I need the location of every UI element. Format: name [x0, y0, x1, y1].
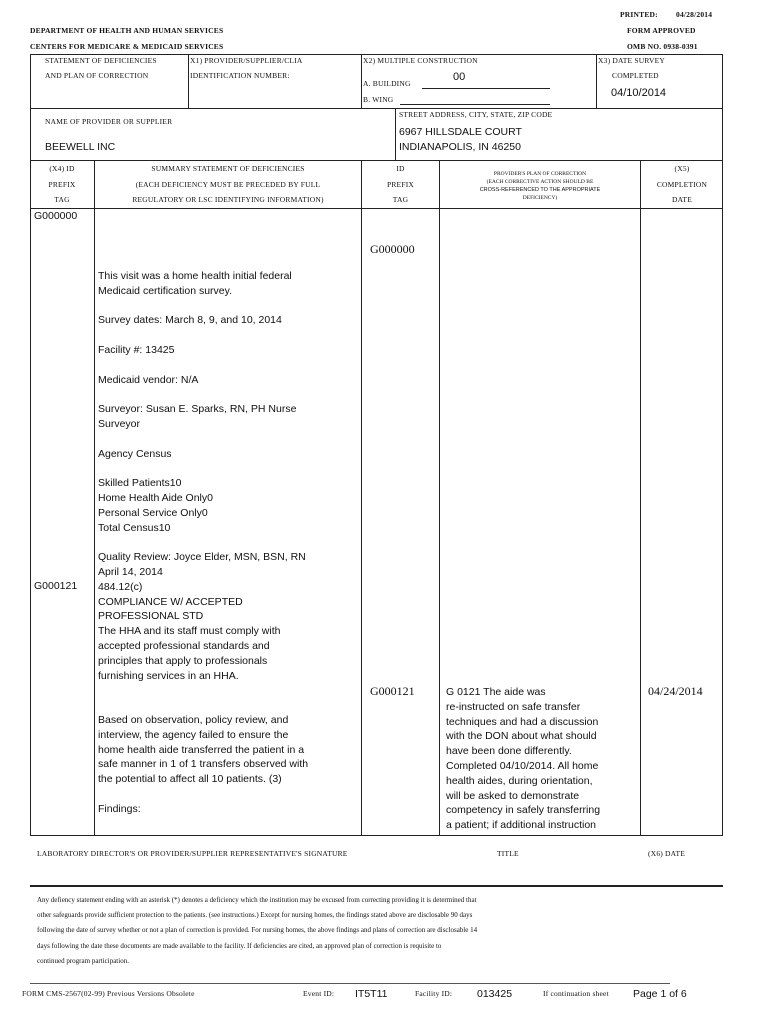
x4-header-3: TAG	[54, 195, 70, 204]
disclaimer-line: Any defiency statement ending with an asterisk (*) denotes a deficiency which the institution may be excused from correcting providing it is determined that	[37, 896, 477, 904]
summary-line: safe manner in 1 of 1 transfers observed with	[98, 758, 309, 771]
disclaimer-line: other safeguards provide sufficient protection to the patients. (see instructions.) Except for nursing homes, the findings stated above are disclosable 90 days	[37, 911, 473, 920]
summary-line: Personal Service Only0	[98, 506, 208, 519]
printed-date: 04/28/2014	[676, 10, 713, 19]
building-label: A. BUILDING	[363, 79, 411, 88]
x1-label: X1) PROVIDER/SUPPLIER/CLIA	[190, 56, 303, 65]
address-line-2: INDIANAPOLIS, IN 46250	[399, 141, 521, 153]
page-number: Page 1 of 6	[633, 988, 687, 1000]
provider-row-frame	[30, 108, 723, 161]
plan-header-3: CROSS-REFERENCED TO THE APPROPRIATE	[479, 187, 601, 193]
summary-line: Medicaid vendor: N/A	[98, 373, 199, 386]
divider	[361, 54, 362, 109]
summary-line: the potential to affect all 10 patients. (3)	[98, 773, 282, 786]
wing-label: B. WING	[363, 95, 394, 104]
disclaimer	[37, 893, 717, 969]
form-approved: FORM APPROVED	[627, 26, 696, 35]
plan-header-2: (EACH CORRECTIVE ACTION SHOULD BE	[486, 179, 594, 185]
signature-divider	[30, 885, 723, 887]
plan-line: health aides, during orientation,	[446, 774, 593, 787]
x1-label-2: IDENTIFICATION NUMBER:	[190, 71, 290, 80]
summary-header-3: REGULATORY OR LSC IDENTIFYING INFORMATION)	[132, 195, 324, 204]
plan-line: G 0121 The aide was	[446, 686, 546, 698]
facility-id-label: Facility ID:	[415, 989, 453, 998]
x5-header-2: COMPLETION	[656, 180, 708, 189]
summary-line: COMPLIANCE W/ ACCEPTED	[98, 595, 243, 608]
plan-line: will be asked to demonstrate	[446, 789, 580, 802]
plan-of-correction	[446, 685, 638, 833]
summary-line: Surveyor: Susan E. Sparks, RN, PH Nurse	[98, 403, 297, 416]
summary-line: Total Census10	[98, 521, 171, 534]
id-header-3: TAG	[392, 195, 409, 204]
centers-title: CENTERS FOR MEDICARE & MEDICAID SERVICES	[30, 42, 224, 51]
x5-header-1: (X5)	[674, 164, 690, 173]
facility-id-value: 013425	[477, 988, 513, 1000]
summary-line: principles that apply to professionals	[98, 654, 268, 667]
summary-line: Surveyor	[98, 417, 141, 430]
divider	[395, 108, 396, 161]
summary-line: This visit was a home health initial federal	[98, 270, 292, 282]
footer-divider	[30, 983, 670, 984]
summary-line: Quality Review: Joyce Elder, MSN, BSN, RN	[98, 551, 306, 564]
x5-header-3: DATE	[672, 195, 692, 204]
provider-name: BEEWELL INC	[45, 141, 116, 153]
event-id-value: IT5T11	[355, 988, 388, 1000]
plan-line: techniques and had a discussion	[446, 715, 599, 728]
address-line-1: 6967 HILLSDALE COURT	[399, 126, 522, 138]
omb-number: OMB NO. 0938-0391	[627, 42, 698, 51]
summary-header-2: (EACH DEFICIENCY MUST BE PRECEDED BY FULL	[135, 180, 321, 189]
divider	[188, 54, 189, 109]
form-number: FORM CMS-2567(02-99) Previous Versions Obsolete	[22, 989, 195, 998]
plan-header-4: DEFICIENCY)	[522, 195, 558, 201]
signature-label: LABORATORY DIRECTOR'S OR PROVIDER/SUPPLIER REPRESENTATIVE'S SIGNATURE	[37, 849, 348, 858]
plan-label: AND PLAN OF CORRECTION	[45, 71, 149, 80]
survey-completed-date: 04/10/2014	[611, 87, 667, 99]
id-header-1: ID	[396, 164, 405, 173]
x4-header-1: (X4) ID	[49, 164, 75, 173]
x6-date-label: (X6) DATE	[648, 849, 686, 858]
summary-line: Survey dates: March 8, 9, and 10, 2014	[98, 314, 282, 327]
plan-line: Completed 04/10/2014. All home	[446, 759, 599, 772]
statement-label: STATEMENT OF DEFICIENCIES	[45, 56, 157, 65]
summary-line: accepted professional standards and	[98, 639, 270, 652]
tag-g000121-left: G000121	[34, 580, 78, 592]
summary-line: home health aide transferred the patient in a	[98, 743, 305, 756]
plan-header-1: PROVIDER'S PLAN OF CORRECTION	[493, 171, 587, 177]
plan-line: competency in safely transferring	[446, 804, 601, 817]
title-label: TITLE	[497, 849, 519, 858]
summary-statement	[98, 269, 358, 816]
disclaimer-line: days following the date these documents are made available to the facility. If deficiencies are cited, an approved plan of correction is requisite to	[37, 941, 442, 950]
provider-name-label: NAME OF PROVIDER OR SUPPLIER	[45, 117, 173, 126]
x2-label: X2) MULTIPLE CONSTRUCTION	[363, 56, 478, 65]
summary-line: April 14, 2014	[98, 565, 163, 578]
building-underline	[422, 88, 550, 89]
plan-line: a patient; if additional instruction	[446, 819, 597, 832]
id-header-2: PREFIX	[386, 180, 415, 189]
plan-line: have been done differently.	[446, 745, 572, 758]
wing-underline	[400, 104, 550, 105]
tag-g000121-right: G000121	[370, 684, 415, 698]
summary-line: Home Health Aide Only0	[98, 491, 213, 504]
summary-line: furnishing services in an HHA.	[98, 669, 239, 682]
disclaimer-line: following the date of survey whether or not a plan of correction is provided. For nursing homes, the above findings and plans of correction are disclosable 14	[37, 926, 478, 935]
summary-line: The HHA and its staff must comply with	[98, 625, 281, 638]
summary-line: Agency Census	[98, 447, 172, 460]
plan-line: re-instructed on safe transfer	[446, 700, 581, 713]
summary-line: interview, the agency failed to ensure the	[98, 728, 289, 741]
summary-line: Facility #: 13425	[98, 343, 175, 356]
divider	[596, 54, 597, 109]
summary-line: Medicaid certification survey.	[98, 284, 233, 297]
x4-header-2: PREFIX	[48, 180, 76, 189]
summary-line: Skilled Patients10	[98, 477, 182, 490]
tag-g000000-left: G000000	[34, 210, 78, 222]
address-label: STREET ADDRESS, CITY, STATE, ZIP CODE	[399, 110, 553, 119]
department-title: DEPARTMENT OF HEALTH AND HUMAN SERVICES	[30, 26, 224, 35]
x3-label-2: COMPLETED	[612, 71, 659, 80]
plan-line: with the DON about what should	[446, 730, 597, 743]
continuation-label: If continuation sheet	[543, 989, 609, 998]
summary-header-1: SUMMARY STATEMENT OF DEFICIENCIES	[151, 164, 305, 173]
completion-date: 04/24/2014	[648, 684, 703, 698]
summary-line: 484.12(c)	[98, 580, 143, 593]
printed-label: PRINTED:	[620, 10, 658, 19]
event-id-label: Event ID:	[303, 989, 335, 998]
disclaimer-line: continued program participation.	[37, 956, 129, 965]
summary-line: PROFESSIONAL STD	[98, 610, 204, 623]
summary-line: Based on observation, policy review, and	[98, 713, 289, 726]
summary-line: Findings:	[98, 802, 141, 815]
x3-label: X3) DATE SURVEY	[598, 56, 665, 65]
building-value: 00	[453, 71, 466, 83]
tag-g000000-right: G000000	[370, 242, 415, 256]
